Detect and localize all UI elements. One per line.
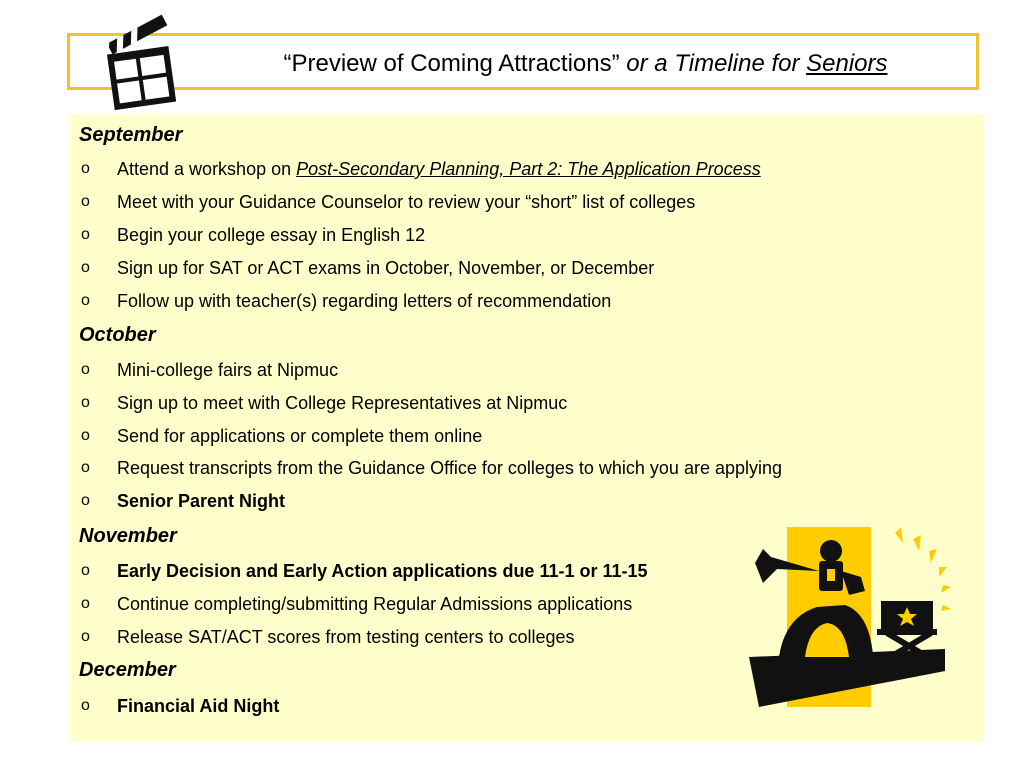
bullet-icon: o xyxy=(81,628,90,645)
bullet-icon: o xyxy=(81,292,90,309)
title-seniors: Seniors xyxy=(806,50,888,77)
list-item-text: Financial Aid Night xyxy=(117,696,280,716)
bullet-icon: o xyxy=(81,459,90,476)
list-item-text: Continue completing/submitting Regular Admissions applications xyxy=(117,594,633,614)
list-item-text: Sign up for SAT or ACT exams in October, November, or December xyxy=(117,258,655,278)
bullet-icon: o xyxy=(81,160,90,177)
title-box xyxy=(67,33,979,90)
title-subtitle: or a Timeline for xyxy=(626,50,800,77)
list-item-text: Attend a workshop on xyxy=(117,159,297,179)
bullet-icon: o xyxy=(81,427,90,444)
bullet-icon: o xyxy=(81,394,90,411)
list-item-text: Meet with your Guidance Counselor to review your “short” list of colleges xyxy=(117,192,696,212)
list-item-text: Mini-college fairs at Nipmuc xyxy=(117,360,339,380)
list-item-text: Send for applications or complete them online xyxy=(117,426,483,446)
bullet-icon: o xyxy=(81,226,90,243)
list-item-text: Senior Parent Night xyxy=(117,491,286,511)
bullet-icon: o xyxy=(81,697,90,714)
list-item-text: Begin your college essay in English 12 xyxy=(117,225,426,245)
film-director-icon xyxy=(749,521,965,709)
month-heading-november: November xyxy=(79,525,177,547)
bullet-icon: o xyxy=(81,492,90,509)
list-item-text: Follow up with teacher(s) regarding letters of recommendation xyxy=(117,291,612,311)
bullet-icon: o xyxy=(81,193,90,210)
month-heading-september: September xyxy=(79,124,183,146)
bullet-icon: o xyxy=(81,595,90,612)
bullet-icon: o xyxy=(81,361,90,378)
list-item-text: Release SAT/ACT scores from testing centers to colleges xyxy=(117,627,575,647)
month-heading-october: October xyxy=(79,324,156,346)
list-item-text: Early Decision and Early Action applications due 11-1 or 11-15 xyxy=(117,561,648,581)
list-item-text: Request transcripts from the Guidance Office for colleges to which you are applying xyxy=(117,458,783,478)
workshop-title: Post-Secondary Planning, Part 2: The Application Process xyxy=(296,159,761,179)
bullet-icon: o xyxy=(81,259,90,276)
month-heading-december: December xyxy=(79,659,176,681)
title-main: “Preview of Coming Attractions” xyxy=(283,50,620,77)
page-title xyxy=(195,49,976,79)
clapperboard-icon xyxy=(102,14,184,112)
bullet-icon: o xyxy=(81,562,90,579)
list-item-text: Sign up to meet with College Representatives at Nipmuc xyxy=(117,393,568,413)
